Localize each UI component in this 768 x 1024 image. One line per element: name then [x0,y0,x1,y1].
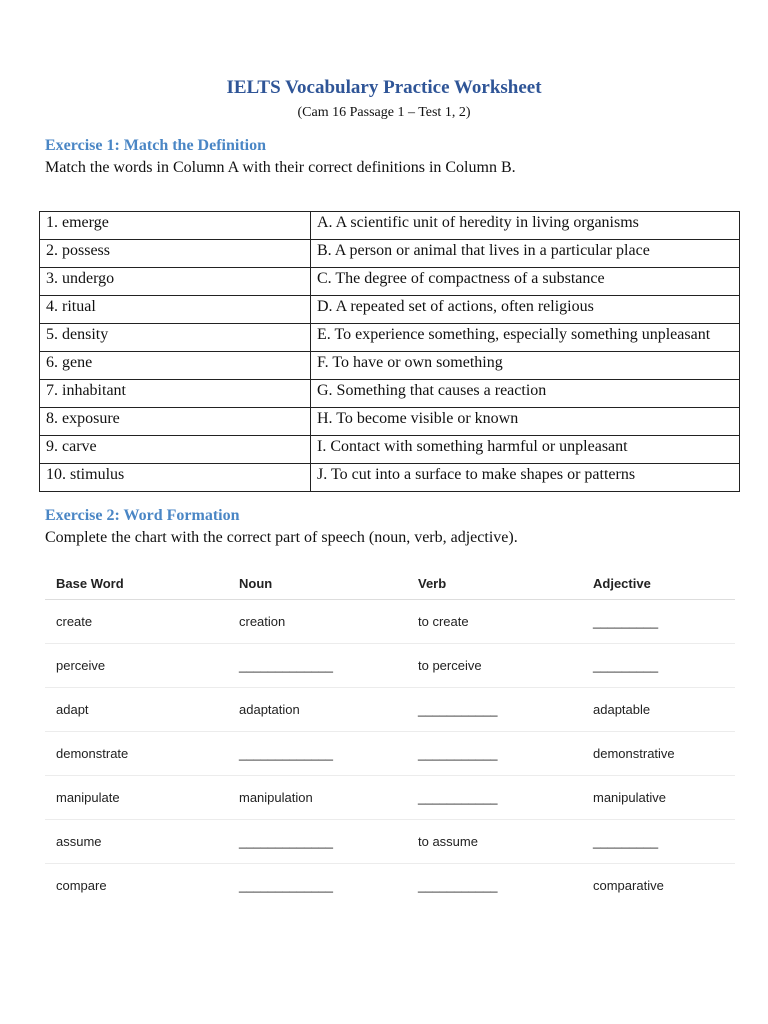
chart-row [45,600,735,644]
column-b-definition: C. The degree of compactness of a substance [311,268,740,296]
column-header-adjective: Adjective [593,576,651,591]
column-b-definition: F. To have or own something [311,352,740,380]
base-word-cell: create [56,614,93,629]
chart-row [45,732,735,776]
exercise1-instruction: Match the words in Column A with their correct definitions in Column B. [45,159,516,176]
column-b-definition: D. A repeated set of actions, often religious [311,296,740,324]
base-word-cell: perceive [56,658,106,673]
column-b-definition: G. Something that causes a reaction [311,380,740,408]
word-formation-chart [45,568,735,907]
adjective-cell: demonstrative [593,746,675,761]
noun-cell: _____________ [239,834,333,849]
verb-cell: ___________ [418,790,498,805]
column-a-word: 2. possess [40,240,311,268]
column-a-word: 6. gene [40,352,311,380]
column-a-word: 1. emerge [40,212,311,240]
table-row [40,352,740,380]
verb-cell: ___________ [418,702,498,717]
chart-row [45,776,735,820]
adjective-cell: manipulative [593,790,666,805]
base-word-cell: compare [56,878,107,893]
table-row [40,436,740,464]
table-row [40,240,740,268]
column-b-definition: E. To experience something, especially something unpleasant [311,324,740,352]
column-b-definition: H. To become visible or known [311,408,740,436]
column-a-word: 5. density [40,324,311,352]
verb-cell: to assume [418,834,478,849]
matching-table [39,211,740,492]
table-row [40,324,740,352]
column-a-word: 7. inhabitant [40,380,311,408]
adjective-cell: comparative [593,878,664,893]
column-b-definition: I. Contact with something harmful or unpleasant [311,436,740,464]
chart-row [45,688,735,732]
table-row [40,296,740,324]
exercise2-heading: Exercise 2: Word Formation [45,507,240,524]
verb-cell: to create [418,614,469,629]
table-row [40,408,740,436]
adjective-cell: _________ [593,834,659,849]
noun-cell: manipulation [239,790,313,805]
table-row [40,464,740,492]
base-word-cell: adapt [56,702,89,717]
column-header-verb: Verb [418,576,447,591]
column-b-definition: J. To cut into a surface to make shapes or patterns [311,464,740,492]
column-a-word: 10. stimulus [40,464,311,492]
exercise1-heading: Exercise 1: Match the Definition [45,137,266,154]
column-b-definition: A. A scientific unit of heredity in living organisms [311,212,740,240]
verb-cell: ___________ [418,746,498,761]
table-row [40,268,740,296]
base-word-cell: demonstrate [56,746,129,761]
noun-cell: _____________ [239,658,333,673]
page-subtitle: (Cam 16 Passage 1 – Test 1, 2) [297,105,471,120]
noun-cell: creation [239,614,286,629]
exercise2-instruction: Complete the chart with the correct part of speech (noun, verb, adjective). [45,529,518,546]
adjective-cell: _________ [593,614,659,629]
verb-cell: to perceive [418,658,482,673]
column-b-definition: B. A person or animal that lives in a particular place [311,240,740,268]
chart-row [45,820,735,864]
column-a-word: 8. exposure [40,408,311,436]
noun-cell: _____________ [239,878,333,893]
table-row [40,380,740,408]
adjective-cell: adaptable [593,702,651,717]
adjective-cell: _________ [593,658,659,673]
column-header-base-word: Base Word [56,576,124,591]
noun-cell: adaptation [239,702,300,717]
chart-row [45,864,735,907]
chart-header-row [45,568,735,600]
column-a-word: 9. carve [40,436,311,464]
base-word-cell: manipulate [56,790,120,805]
page-title: IELTS Vocabulary Practice Worksheet [226,77,542,98]
noun-cell: _____________ [239,746,333,761]
column-header-noun: Noun [239,576,273,591]
verb-cell: ___________ [418,878,498,893]
chart-row [45,644,735,688]
base-word-cell: assume [56,834,102,849]
table-row [40,212,740,240]
column-a-word: 3. undergo [40,268,311,296]
column-a-word: 4. ritual [40,296,311,324]
